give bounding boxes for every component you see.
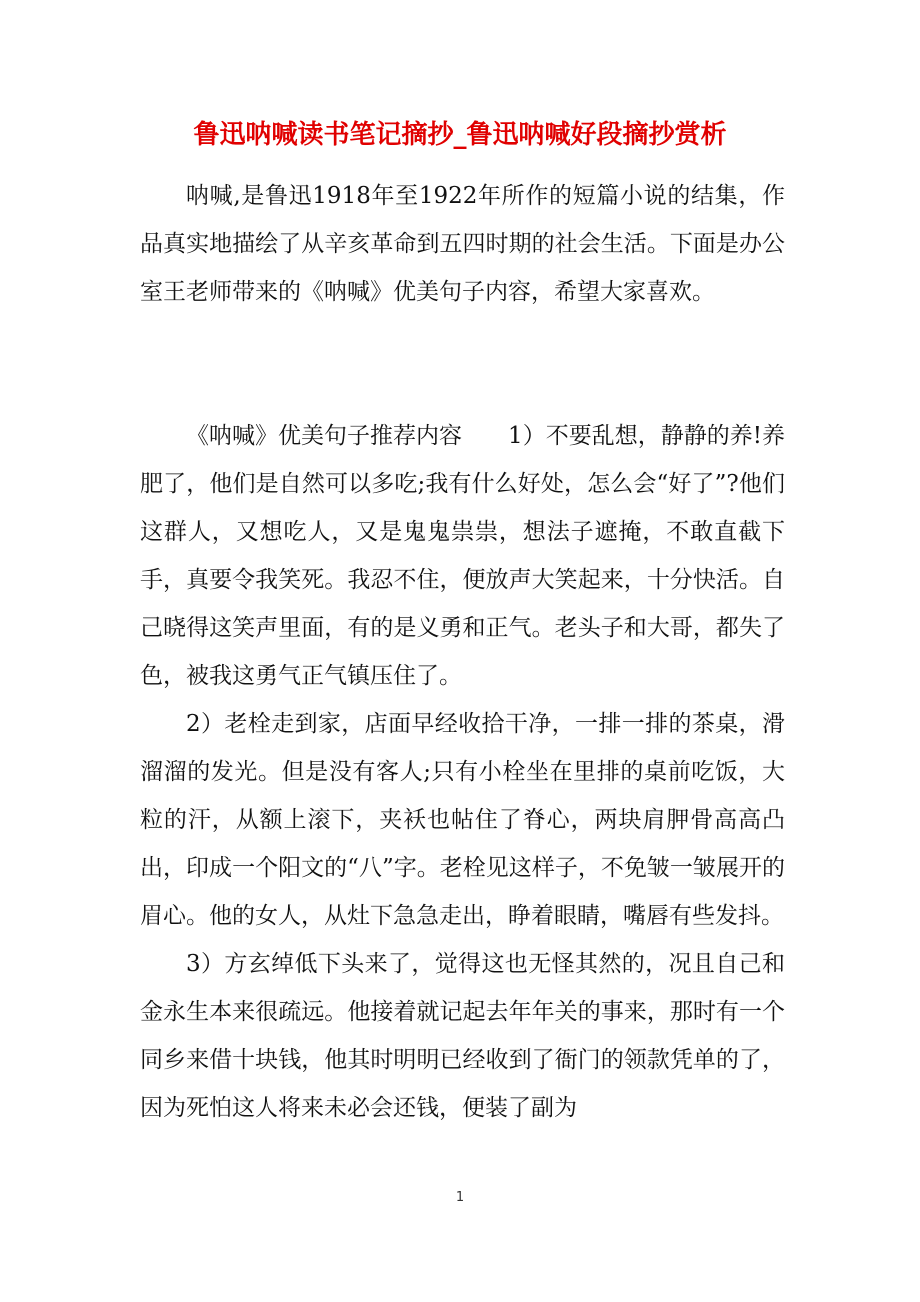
content-block [140,412,785,1132]
document-title: 鲁迅呐喊读书笔记摘抄_鲁迅呐喊好段摘抄赏析 [193,120,727,150]
page-number: 1 [455,1190,465,1205]
paragraph-2: 2）老栓走到家，店面早经收拾干净，一排一排的茶桌，滑溜溜的发光。但是没有客人;只有小栓坐在里排的桌前吃饭，大粒的汗，从额上滚下，夹袄也帖住了脊心，两块肩胛骨高高凸出，印成一个阳文的“八”字。老栓见这样子，不免皱一皱展开的眉心。他的女人，从灶下急急走出，睁着眼睛，嘴唇有些发抖。 [140,711,785,929]
paragraph-1: 《呐喊》优美句子推荐内容 1）不要乱想，静静的养!养肥了，他们是自然可以多吃;我有什么好处，怎么会“好了”?他们这群人，又想吃人，又是鬼鬼祟祟，想法子遮掩，不敢直截下手，真要令我笑死。我忍不住，便放声大笑起来，十分快活。自己晓得这笑声里面，有的是义勇和正气。老头子和大哥，都失了色，被我这勇气正气镇压住了。 [140,423,785,689]
intro-block [140,172,785,316]
paragraph-3: 3）方玄绰低下头来了，觉得这也无怪其然的，况且自己和金永生本来很疏远。他接着就记起去年年关的事来，那时有一个同乡来借十块钱，他其时明明已经收到了衙门的领款凭单的了，因为死怕这人将来未必会还钱，便装了副为 [140,951,785,1121]
intro-paragraph: 呐喊,是鲁迅1918年至1922年所作的短篇小说的结集，作品真实地描绘了从辛亥革命到五四时期的社会生活。下面是办公室王老师带来的《呐喊》优美句子内容，希望大家喜欢。 [140,183,785,305]
